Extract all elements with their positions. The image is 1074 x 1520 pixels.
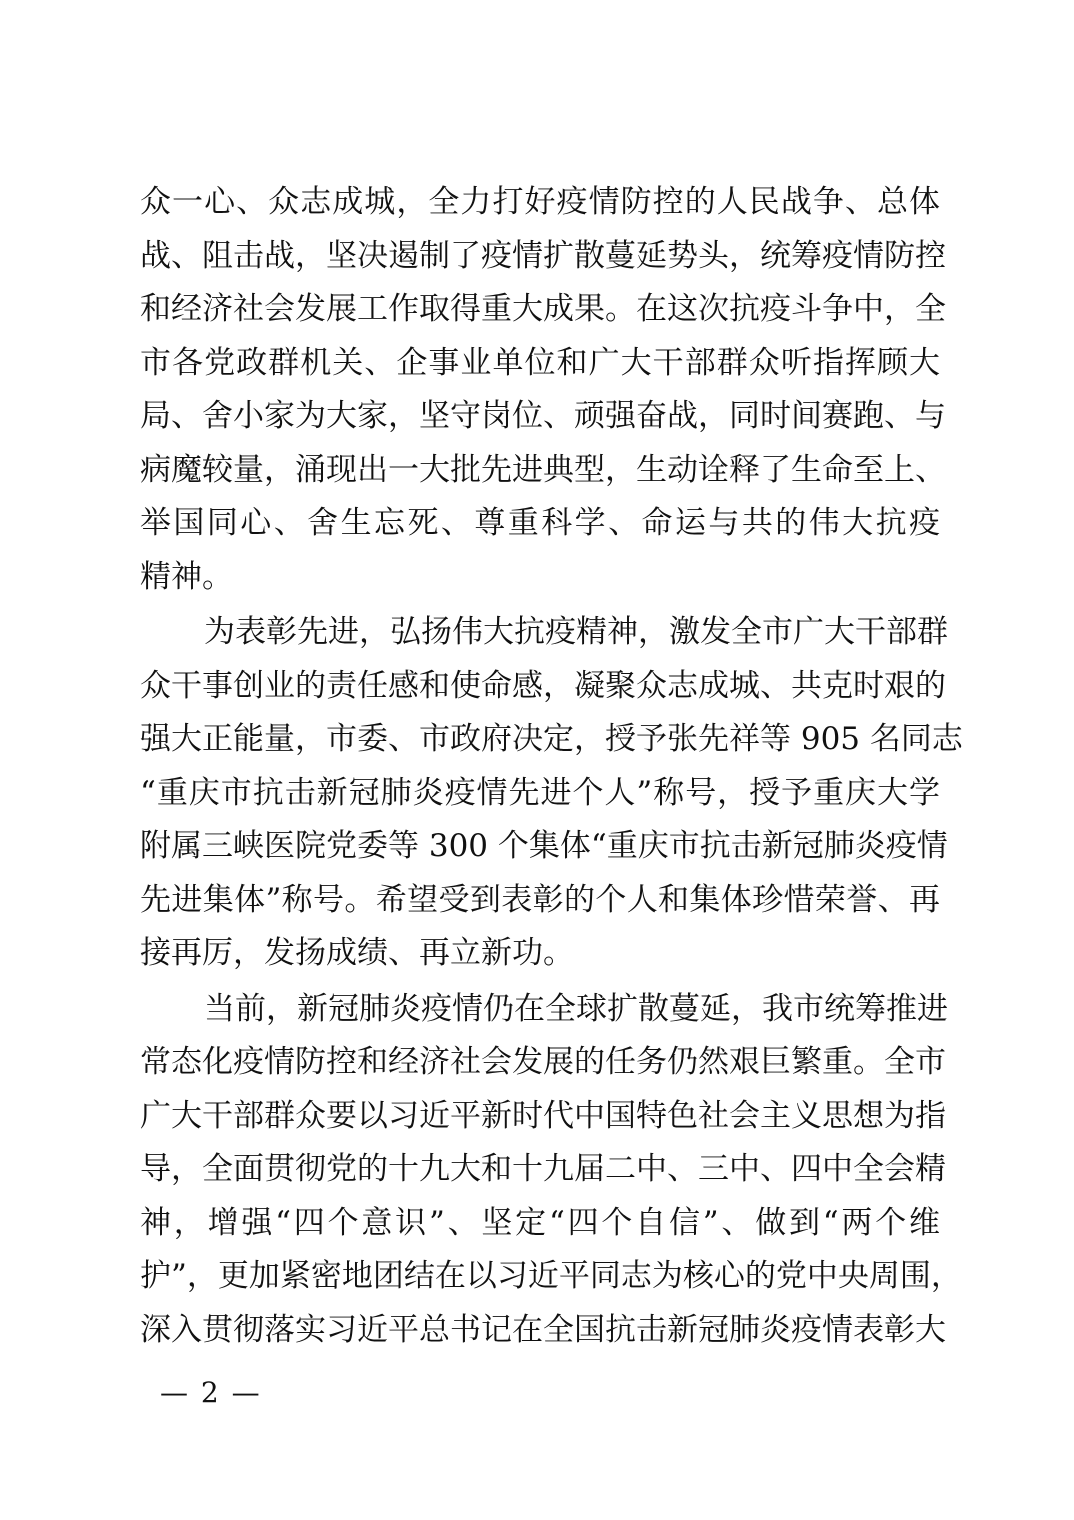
page-number: — 2 — bbox=[160, 1376, 262, 1409]
text-line: 市各党政群机关、企事业单位和广大干部群众听指挥顾大 bbox=[140, 344, 940, 381]
text-line: 强大正能量，市委、市政府决定，授予张先祥等 905 名同志 bbox=[140, 721, 963, 757]
text-line: 深入贯彻落实习近平总书记在全国抗击新冠肺炎疫情表彰大 bbox=[140, 1311, 946, 1348]
text-line: 当前，新冠肺炎疫情仍在全球扩散蔓延，我市统筹推进 bbox=[204, 990, 948, 1027]
text-line: 局、舍小家为大家，坚守岗位、顽强奋战，同时间赛跑、与 bbox=[140, 398, 946, 434]
text-line: 和经济社会发展工作取得重大成果。在这次抗疫斗争中，全 bbox=[140, 291, 946, 327]
text-line: 附属三峡医院党委等 300 个集体“重庆市抗击新冠肺炎疫情 bbox=[140, 828, 948, 864]
text-line: 众一心、众志成城，全力打好疫情防控的人民战争、总体 bbox=[140, 184, 940, 220]
text-line: “重庆市抗击新冠肺炎疫情先进个人”称号，授予重庆大学 bbox=[140, 774, 940, 811]
text-line: 广大干部群众要以习近平新时代中国特色社会主义思想为指 bbox=[140, 1097, 946, 1134]
text-line: 接再厉，发扬成绩、再立新功。 bbox=[140, 935, 574, 971]
text-line: 先进集体”称号。希望受到表彰的个人和集体珍惜荣誉、再 bbox=[140, 881, 940, 918]
document-body bbox=[140, 176, 963, 1357]
text-line: 举国同心、舍生忘死、尊重科学、命运与共的伟大抗疫 bbox=[140, 505, 940, 541]
text-line: 众干事创业的责任感和使命感，凝聚众志成城、共克时艰的 bbox=[140, 667, 946, 704]
text-line: 常态化疫情防控和经济社会发展的任务仍然艰巨繁重。全市 bbox=[140, 1044, 946, 1080]
text-line: 战、阻击战，坚决遏制了疫情扩散蔓延势头，统筹疫情防控 bbox=[140, 237, 946, 274]
text-line: 病魔较量，涌现出一大批先进典型，生动诠释了生命至上、 bbox=[140, 451, 946, 488]
text-line: 护”，更加紧密地团结在以习近平同志为核心的党中央周围， bbox=[140, 1258, 962, 1294]
text-line: 为表彰先进，弘扬伟大抗疫精神，激发全市广大干部群 bbox=[204, 614, 948, 650]
text-line: 导，全面贯彻党的十九大和十九届二中、三中、四中全会精 bbox=[140, 1151, 946, 1187]
text-line: 精神。 bbox=[140, 558, 233, 595]
text-line: 神，增强“四个意识”、坚定“四个自信”、做到“两个维 bbox=[140, 1204, 940, 1241]
